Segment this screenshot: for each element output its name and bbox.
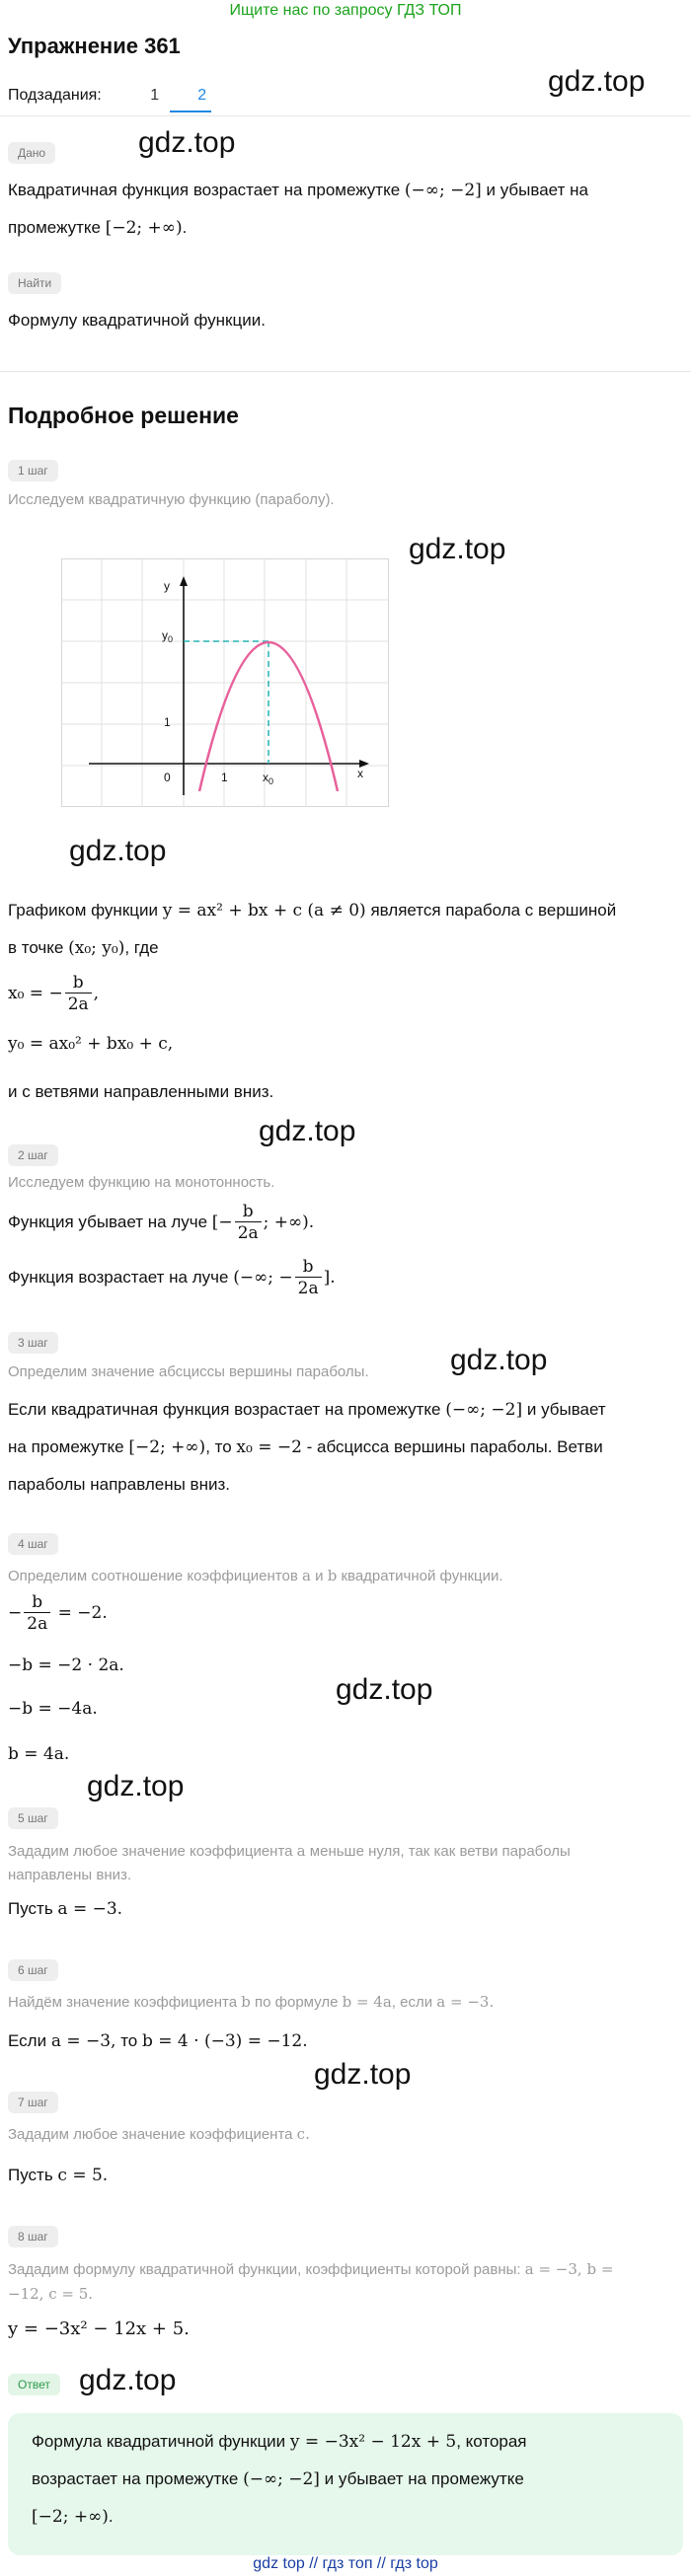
tab-subtask-2[interactable]: 2 <box>197 87 207 104</box>
step3-text-part: - абсцисса вершины параболы. Ветви <box>306 1437 603 1456</box>
step4-formula-2: −b = −2 · 2a. <box>8 1656 124 1675</box>
step5-math: a = −3. <box>57 1899 123 1919</box>
step6-muted-part: , если <box>391 1994 433 2011</box>
graph-y-label: y <box>164 579 170 593</box>
step1-math: y = ax² + bx + c (a ≠ 0) <box>162 901 366 920</box>
step6-muted-math: a = −3. <box>436 1993 495 2011</box>
solution-title: Подробное решение <box>8 403 239 428</box>
step5-text <box>8 1890 122 1928</box>
step3-text-part: Если квадратичная функция возрастает на промежутке <box>8 1400 441 1419</box>
step5-muted-part: меньше нуля, так как ветви параболы <box>309 1843 571 1860</box>
step1-muted: Исследуем квадратичную функцию (параболу). <box>8 491 335 508</box>
find-chip: Найти <box>8 272 61 294</box>
step6-muted-math: b <box>241 1993 251 2011</box>
header-divider <box>0 115 691 116</box>
step8-muted-part: Зададим формулу квадратичной функции, коэффициенты которой равны: <box>8 2261 521 2278</box>
watermark: gdz.top <box>336 1673 433 1706</box>
step1-text-part: является парабола с вершиной <box>370 901 617 920</box>
step6-muted-part: по формуле <box>255 1994 339 2011</box>
step6-muted-part: Найдём значение коэффициента <box>8 1994 238 2011</box>
fraction-num: b <box>65 973 92 994</box>
formula-part: , <box>93 984 100 1003</box>
section-divider <box>0 371 691 372</box>
step3-math: x₀ = −2 <box>236 1437 302 1457</box>
subtasks-bar <box>8 87 226 105</box>
fraction <box>235 1202 262 1244</box>
step4-muted-math: a <box>302 1567 311 1584</box>
given-interval-2: [−2; +∞) <box>105 218 183 238</box>
graph-x-label: x <box>357 767 363 780</box>
watermark: gdz.top <box>69 835 167 867</box>
fraction-den: 2a <box>297 1279 319 1298</box>
step4-formula-3: −b = −4a. <box>8 1699 98 1719</box>
step6-text <box>8 2023 308 2060</box>
answer-text-part: и убывает на промежутке <box>324 2469 524 2488</box>
given-text-part: . <box>182 218 188 237</box>
graph-origin: 0 <box>164 771 171 784</box>
step4-muted-part: Определим соотношение коэффициентов <box>8 1568 298 1584</box>
fraction-num: b <box>295 1257 322 1278</box>
step2-text-part: Функция убывает на луче <box>8 1213 208 1231</box>
step8-muted <box>8 2257 683 2307</box>
step6-math: a = −3, <box>50 2031 116 2051</box>
answer-text-part: возрастает на промежутке <box>32 2469 239 2488</box>
step8-muted-math: a = −3, b = <box>524 2260 614 2278</box>
step2-chip: 2 шаг <box>8 1144 58 1166</box>
answer-math: [−2; +∞) <box>32 2507 109 2527</box>
step3-text-part: и убывает <box>526 1400 606 1419</box>
math-part: ; +∞). <box>263 1213 315 1232</box>
active-tab-indicator <box>170 110 211 112</box>
graph-x0-label: $x_0$ <box>263 771 274 786</box>
step3-math: (−∞; −2] <box>445 1400 523 1420</box>
answer-math: y = −3x² − 12x + 5 <box>289 2432 457 2452</box>
step6-muted-math: b = 4a <box>342 1993 392 2011</box>
footer-links[interactable]: gdz top // гдз топ // гдз top <box>253 2555 438 2572</box>
step3-text-part: , то <box>205 1437 232 1456</box>
step1-formula-y0: y₀ = ax₀² + bx₀ + c, <box>8 1034 174 1054</box>
formula-part: = −2. <box>57 1603 108 1623</box>
fraction-num: b <box>235 1202 262 1222</box>
watermark: gdz.top <box>79 2364 177 2396</box>
step5-muted-part: направлены вниз. <box>8 1867 132 1883</box>
step4-muted <box>8 1567 503 1584</box>
step2-inc-math <box>233 1257 336 1298</box>
step4-formula-4: b = 4a. <box>8 1744 70 1764</box>
parabola-graph <box>61 558 389 807</box>
step7-text-part: Пусть <box>8 2166 53 2184</box>
answer-text-part: , которая <box>456 2432 527 2451</box>
watermark: gdz.top <box>314 2058 412 2091</box>
step4-chip: 4 шаг <box>8 1533 58 1555</box>
watermark: gdz.top <box>87 1770 185 1803</box>
step1-math: (x₀; y₀) <box>68 938 125 958</box>
fraction <box>24 1592 50 1635</box>
top-banner[interactable]: Ищите нас по запросу ГДЗ ТОП <box>229 2 462 19</box>
step5-muted-math: a <box>296 1842 306 1860</box>
watermark: gdz.top <box>450 1344 548 1376</box>
step5-muted-part: Зададим любое значение коэффициента <box>8 1843 293 1860</box>
step7-muted <box>8 2125 310 2143</box>
step7-muted-part: Зададим любое значение коэффициента <box>8 2126 293 2143</box>
step8-muted-math: −12, c = 5. <box>8 2285 94 2303</box>
step8-formula: y = −3x² − 12x + 5. <box>8 2318 190 2339</box>
answer-chip: Ответ <box>8 2374 60 2395</box>
step7-chip: 7 шаг <box>8 2092 58 2113</box>
step2-muted: Исследуем функцию на монотонность. <box>8 1174 275 1191</box>
step1-chip: 1 шаг <box>8 460 58 481</box>
step3-math: [−2; +∞) <box>128 1437 206 1457</box>
step5-text-part: Пусть <box>8 1899 53 1918</box>
math-part: ]. <box>323 1268 336 1288</box>
given-chip: Дано <box>8 142 55 164</box>
watermark: gdz.top <box>409 533 506 565</box>
fraction-num: b <box>24 1592 50 1613</box>
step1-text-part: в точке <box>8 938 64 957</box>
step3-text-part: параболы направлены вниз. <box>8 1475 230 1494</box>
step4-muted-part: и <box>315 1568 324 1584</box>
step2-increasing <box>8 1257 336 1299</box>
step5-muted <box>8 1839 683 1887</box>
step4-muted-part: квадратичной функции. <box>341 1568 503 1584</box>
fraction <box>295 1257 322 1299</box>
fraction-den: 2a <box>67 994 89 1014</box>
step4-formula-1 <box>8 1592 108 1635</box>
fraction <box>65 973 92 1015</box>
watermark: gdz.top <box>138 126 236 159</box>
step7-math: c = 5. <box>57 2166 109 2185</box>
step2-text-part: Функция возрастает на луче <box>8 1268 229 1287</box>
step1-text <box>8 892 683 967</box>
step3-text-part: на промежутке <box>8 1437 124 1456</box>
tab-subtask-1[interactable]: 1 <box>150 87 160 104</box>
page-title: Упражнение 361 <box>8 34 181 58</box>
step6-text-part: Если <box>8 2031 47 2050</box>
step1-branches: и с ветвями направленными вниз. <box>8 1082 274 1101</box>
step3-muted: Определим значение абсциссы вершины параболы. <box>8 1363 369 1380</box>
step8-chip: 8 шаг <box>8 2226 58 2247</box>
step1-formula-x0 <box>8 973 99 1015</box>
step3-text <box>8 1391 689 1504</box>
given-text <box>8 172 683 247</box>
formula-part: x₀ = − <box>8 984 63 1003</box>
step1-text-part: , где <box>124 938 159 957</box>
math-part: (−∞; − <box>233 1268 293 1288</box>
answer-math: (−∞; −2] <box>243 2469 320 2489</box>
graph-one-y: 1 <box>164 715 171 729</box>
step1-text-part: Графиком функции <box>8 901 158 920</box>
step2-dec-math <box>211 1202 315 1243</box>
given-text-part: промежутке <box>8 218 101 237</box>
step7-text <box>8 2157 108 2194</box>
step6-muted <box>8 1993 494 2011</box>
step6-math: b = 4 · (−3) = −12. <box>142 2031 308 2051</box>
graph-y0-label: $y_0$ <box>162 628 174 644</box>
given-text-part: Квадратичная функция возрастает на промежутке <box>8 181 401 199</box>
find-text: Формулу квадратичной функции. <box>8 311 266 330</box>
step4-muted-math: b <box>327 1567 338 1584</box>
step6-chip: 6 шаг <box>8 1959 58 1981</box>
step6-text-part: то <box>120 2031 138 2050</box>
step3-chip: 3 шаг <box>8 1332 58 1354</box>
fraction-den: 2a <box>237 1223 259 1243</box>
step5-chip: 5 шаг <box>8 1807 58 1829</box>
watermark: gdz.top <box>548 65 646 98</box>
answer-text-part: Формула квадратичной функции <box>32 2432 286 2451</box>
subtasks-label: Подзадания: <box>8 87 102 104</box>
given-text-part: и убывает на <box>486 181 588 199</box>
fraction-den: 2a <box>27 1614 48 1634</box>
watermark: gdz.top <box>259 1115 356 1147</box>
answer-text-part: . <box>108 2507 114 2526</box>
graph-one-x: 1 <box>221 771 228 784</box>
math-part: [− <box>211 1213 233 1232</box>
given-interval-1: (−∞; −2] <box>404 181 482 200</box>
step2-decreasing <box>8 1202 314 1244</box>
step7-muted-math: c. <box>296 2125 310 2143</box>
formula-part: − <box>8 1603 23 1623</box>
answer-text <box>32 2423 673 2536</box>
